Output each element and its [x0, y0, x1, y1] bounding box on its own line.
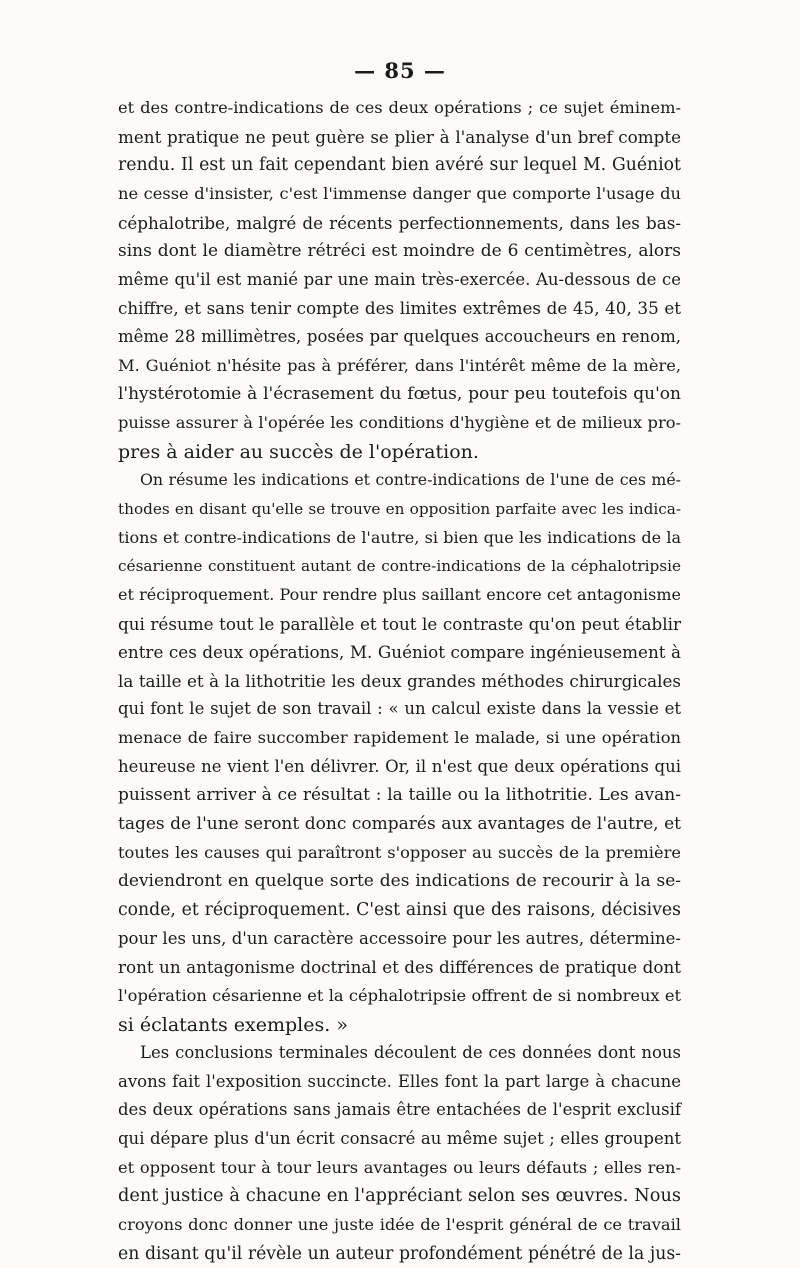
text-line: entre ces deux opérations, M. Guéniot compare ingénieusement à	[118, 642, 681, 663]
text-line: et opposent tour à tour leurs avantages ou leurs défauts ; elles ren-	[118, 1157, 681, 1177]
text-line: On résume les indications et contre-indications de l'une de ces mé-	[140, 470, 681, 490]
text-line: chiffre, et sans tenir compte des limites extrêmes de 45, 40, 35 et	[118, 298, 681, 319]
text-line: pres à aider au succès de l'opération.	[118, 440, 479, 463]
text-line: puisse assurer à l'opérée les conditions d'hygiène et de milieux pro-	[118, 413, 681, 433]
text-line: pour les uns, d'un caractère accessoire pour les autres, détermine-	[118, 928, 681, 948]
body-text	[118, 94, 681, 1268]
text-line: en disant qu'il révèle un auteur profondément pénétré de la jus-	[118, 1243, 681, 1264]
text-line: et des contre-indications de ces deux opérations ; ce sujet éminem-	[118, 98, 681, 117]
text-line: menace de faire succomber rapidement le malade, si une opération	[118, 728, 681, 748]
text-line: tages de l'une seront donc comparés aux avantages de l'autre, et	[118, 814, 681, 835]
text-line: même 28 millimètres, posées par quelques accoucheurs en renom,	[118, 327, 681, 347]
text-line: tions et contre-indications de l'autre, si bien que les indications de la	[118, 527, 681, 547]
text-line: Les conclusions terminales découlent de ces données dont nous	[140, 1043, 681, 1063]
text-line: des deux opérations sans jamais être entachées de l'esprit exclusif	[118, 1100, 681, 1120]
text-line: césarienne constituent autant de contre-indications de la céphalotripsie	[118, 557, 681, 576]
text-line: M. Guéniot n'hésite pas à préférer, dans l'intérêt même de la mère,	[118, 355, 681, 375]
text-line: conde, et réciproquement. C'est ainsi que des raisons, décisives	[118, 899, 681, 920]
text-line: rendu. Il est un fait cependant bien avéré sur lequel M. Guéniot	[118, 155, 681, 176]
text-line: même qu'il est manié par une main très-exercée. Au-dessous de ce	[118, 269, 681, 289]
text-line: puissent arriver à ce résultat : la taille ou la lithotritie. Les avan-	[118, 785, 681, 806]
text-line: ment pratique ne peut guère se plier à l'analyse d'un bref compte	[118, 126, 681, 147]
text-line: avons fait l'exposition succincte. Elles font la part large à chacune	[118, 1071, 681, 1091]
text-line: et réciproquement. Pour rendre plus saillant encore cet antagonisme	[118, 584, 681, 604]
text-line: ront un antagonisme doctrinal et des différences de pratique dont	[118, 957, 681, 978]
text-line: qui dépare plus d'un écrit consacré au même sujet ; elles groupent	[118, 1129, 681, 1149]
text-line: qui font le sujet de son travail : « un calcul existe dans la vessie et	[118, 699, 681, 719]
text-line: la taille et à la lithotritie les deux grandes méthodes chirurgicales	[118, 670, 681, 691]
text-line: croyons donc donner une juste idée de l'esprit général de ce travail	[118, 1214, 681, 1234]
text-line: sins dont le diamètre rétréci est moindre de 6 centimètres, alors	[118, 241, 681, 262]
text-line: si éclatants exemples. »	[118, 1013, 348, 1036]
text-line: thodes en disant qu'elle se trouve en opposition parfaite avec les indica-	[118, 499, 681, 518]
text-line: ne cesse d'insister, c'est l'immense danger que comporte l'usage du	[118, 183, 681, 203]
text-line: heureuse ne vient l'en délivrer. Or, il n'est que deux opérations qui	[118, 756, 681, 776]
text-line: l'opération césarienne et la céphalotripsie offrent de si nombreux et	[118, 985, 681, 1005]
page-number: — 85 —	[354, 58, 446, 83]
text-line: toutes les causes qui paraîtront s'opposer au succès de la première	[118, 842, 681, 862]
text-line: dent justice à chacune en l'appréciant selon ses œuvres. Nous	[118, 1186, 681, 1207]
text-line: l'hystérotomie à l'écrasement du fœtus, pour peu toutefois qu'on	[118, 384, 681, 405]
text-line: céphalotribe, malgré de récents perfectionnements, dans les bas-	[118, 212, 681, 233]
text-line: deviendront en quelque sorte des indications de recourir à la se-	[118, 871, 681, 892]
text-line: qui résume tout le parallèle et tout le contraste qu'on peut établir	[118, 613, 681, 634]
